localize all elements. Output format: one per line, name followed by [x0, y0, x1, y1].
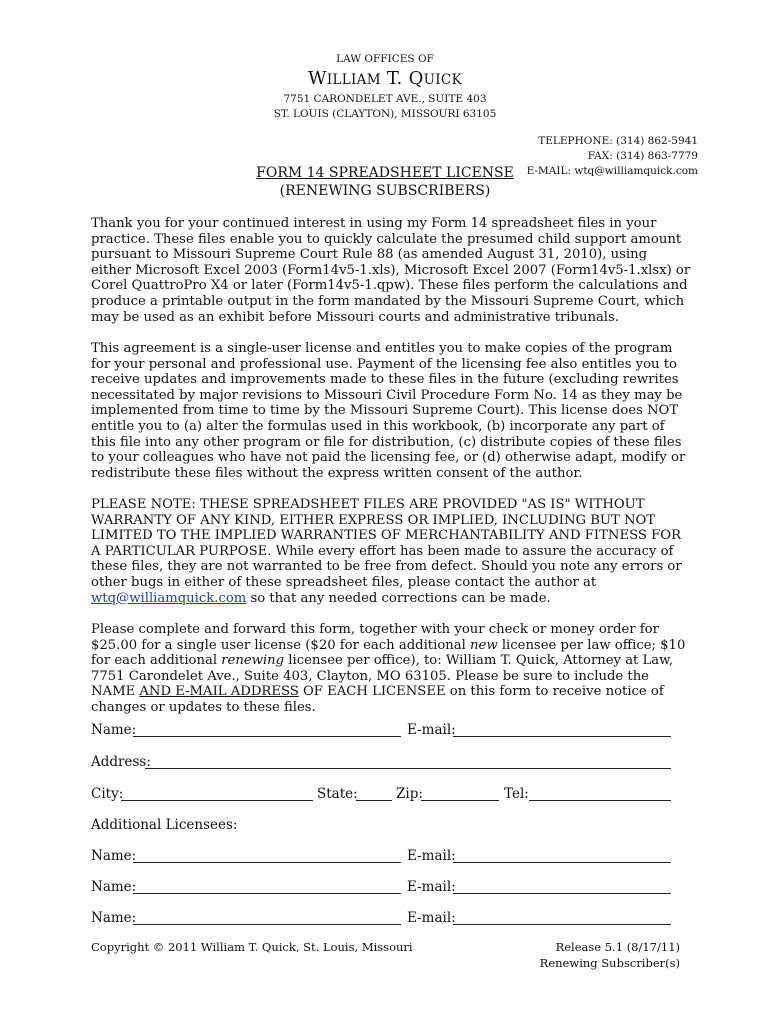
- form-row-licensee-2: [91, 879, 691, 897]
- paragraph-instructions: Please complete and forward this form, together with your check or money order for $25.00 for a single user license ($20 for each additional new licensee per law office; $10 for each additional renewing licensee per office), to: William T. Quick, Attorney at Law, 7751 Carondelet Ave., Suite 403, Clayton, MO 63105. Please be sure to include the NAME AND E-MAIL ADDRESS OF EACH LICENSEE on this form to receive notice of changes or updates to these files.: [91, 622, 686, 715]
- form-row-name: [91, 722, 691, 740]
- name-label: Name:: [91, 848, 137, 864]
- email-label: E-mail:: [407, 910, 456, 926]
- name-label: Name:: [91, 722, 137, 738]
- firm-name: WILLIAM T. QUICK: [308, 68, 462, 89]
- name-field[interactable]: [133, 722, 401, 737]
- address-field[interactable]: [145, 754, 671, 769]
- page-title: [240, 165, 530, 200]
- release-version: Release 5.1 (8/17/11): [555, 940, 680, 954]
- licensee-3-email-field[interactable]: [453, 910, 671, 925]
- form-row-city: [91, 786, 691, 804]
- licensee-1-name-field[interactable]: [133, 848, 401, 863]
- state-label: State:: [317, 786, 358, 802]
- email-label: E-mail:: [407, 879, 456, 895]
- licensee-2-name-field[interactable]: [133, 879, 401, 894]
- tel-field[interactable]: [529, 786, 671, 801]
- licensee-2-email-field[interactable]: [453, 879, 671, 894]
- city-field[interactable]: [121, 786, 313, 801]
- address-label: Address:: [91, 754, 151, 770]
- law-offices-label: LAW OFFICES OF: [336, 53, 434, 65]
- zip-field[interactable]: [421, 786, 499, 801]
- renewing-emphasis: renewing: [221, 653, 285, 669]
- fax: FAX: (314) 863-7779: [587, 150, 698, 162]
- email-contact: E-MAIL: wtq@williamquick.com: [526, 165, 698, 177]
- author-email-link[interactable]: wtq@williamquick.com: [91, 590, 247, 606]
- licensee-3-name-field[interactable]: [133, 910, 401, 925]
- contact-block: [527, 134, 698, 179]
- release-edition: Renewing Subscriber(s): [539, 955, 680, 970]
- state-field[interactable]: [356, 786, 392, 801]
- firm-address-line2: ST. LOUIS (CLAYTON), MISSOURI 63105: [273, 108, 497, 120]
- copyright-notice: Copyright © 2011 William T. Quick, St. Louis, Missouri: [91, 940, 413, 954]
- licensee-1-email-field[interactable]: [453, 848, 671, 863]
- city-label: City:: [91, 786, 124, 802]
- title-line2: (RENEWING SUBSCRIBERS): [279, 182, 491, 199]
- paragraph-agreement: This agreement is a single-user license and entitles you to make copies of the program for your personal and professional use. Payment of the licensing fee also entitles you to receive updates and improvements made to these files in the future (excluding rewrites necessitated by major revisions to Missouri Civil Procedure Form No. 14 as they may be implemented from time to time by the Missouri Supreme Court). This license does NOT entitle you to (a) alter the formulas used in this workbook, (b) incorporate any part of this file into any other program or file for distribution, (c) distribute copies of these files to your colleagues who have not paid the licensing fee, or (d) otherwise adapt, modify or redistribute these files without the express written consent of the author.: [91, 341, 686, 481]
- additional-licensees-heading: [91, 817, 691, 835]
- email-field[interactable]: [453, 722, 671, 737]
- form-row-licensee-3: [91, 910, 691, 928]
- paragraph-disclaimer: PLEASE NOTE: THESE SPREADSHEET FILES ARE PROVIDED "AS IS" WITHOUT WARRANTY OF ANY KIND, EITHER EXPRESS OR IMPLIED, INCLUDING BUT NOT LIMITED TO THE IMPLIED WARRANTIES OF MERCHANTABILITY AND FITNESS FOR A PARTICULAR PURPOSE. While every effort has been made to assure the accuracy of these files, they are not warranted to be free from defect. Should you note any errors or other bugs in either of these spreadsheet files, please contact the author at wtq@williamquick.com so that any needed corrections can be made.: [91, 497, 682, 606]
- tel-label: Tel:: [504, 786, 529, 802]
- release-info: [540, 940, 680, 971]
- email-label: E-mail:: [407, 848, 456, 864]
- additional-licensees-label: Additional Licensees:: [91, 817, 238, 833]
- name-label: Name:: [91, 910, 137, 926]
- new-emphasis: new: [470, 637, 498, 653]
- firm-address-line1: 7751 CARONDELET AVE., SUITE 403: [283, 93, 487, 105]
- paragraph-intro: Thank you for your continued interest in using my Form 14 spreadsheet files in your practice. These files enable you to quickly calculate the presumed child support amount pursuant to Missouri Supreme Court Rule 88 (as amended August 31, 2010), using either Microsoft Excel 2003 (Form14v5-1.xls), Microsoft Excel 2007 (Form14v5-1.xlsx) or Corel QuattroPro X4 or later (Form14v5-1.qpw). These files perform the calculations and produce a printable output in the form mandated by the Missouri Supreme Court, which may be used as an exhibit before Missouri courts and administrative tribunals.: [91, 216, 691, 325]
- email-label: E-mail:: [407, 722, 456, 738]
- form-row-address: [91, 754, 691, 772]
- telephone: TELEPHONE: (314) 862-5941: [538, 135, 698, 147]
- zip-label: Zip:: [396, 786, 423, 802]
- form-row-licensee-1: [91, 848, 691, 866]
- name-label: Name:: [91, 879, 137, 895]
- title-line1: FORM 14 SPREADSHEET LICENSE: [256, 165, 514, 181]
